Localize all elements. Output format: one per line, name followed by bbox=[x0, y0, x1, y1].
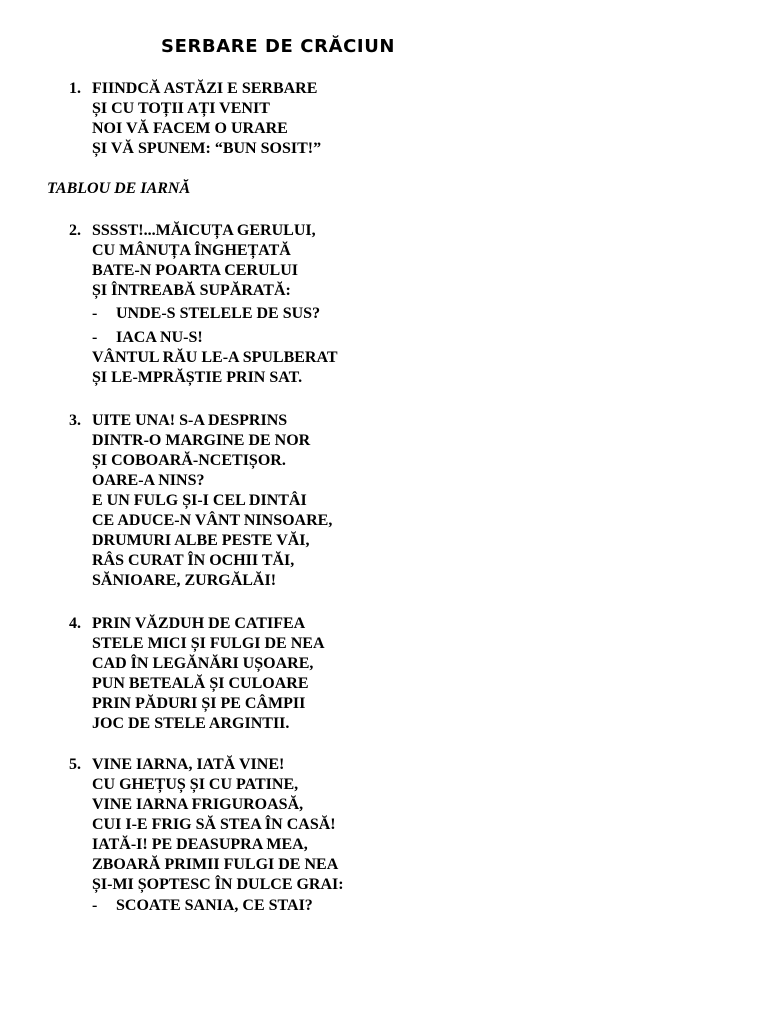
verse-line-text: PRIN PĂDURI ȘI PE CÂMPII bbox=[92, 695, 306, 712]
verse-line-text: VINE IARNA FRIGUROASĂ, bbox=[92, 796, 304, 813]
verse-number: 4. bbox=[69, 615, 81, 632]
verse-line bbox=[69, 755, 344, 775]
verse-line bbox=[92, 694, 325, 714]
verse-line bbox=[92, 281, 338, 301]
dialogue-line bbox=[92, 896, 344, 916]
verse-line bbox=[92, 241, 338, 261]
dialogue-dash: - bbox=[92, 329, 98, 346]
verse-1 bbox=[69, 79, 322, 159]
verse-line bbox=[92, 795, 344, 815]
verse-line-text: UITE UNA! S-A DESPRINS bbox=[92, 412, 288, 429]
verse-line-text: ZBOARĂ PRIMII FULGI DE NEA bbox=[92, 856, 339, 873]
verse-line bbox=[92, 139, 321, 159]
verse-line-text: PRIN VĂZDUH DE CATIFEA bbox=[92, 615, 306, 632]
verse-line bbox=[92, 451, 332, 471]
verse-line bbox=[92, 119, 321, 139]
verse-line-text: ȘI CU TOȚII AȚI VENIT bbox=[92, 100, 270, 117]
verse-number: 5. bbox=[69, 756, 81, 773]
verse-line bbox=[69, 79, 321, 99]
verse-line bbox=[92, 714, 325, 734]
dialogue-text: SCOATE SANIA, CE STAI? bbox=[116, 897, 313, 914]
verse-line-text: CAD ÎN LEGĂNĂRI UȘOARE, bbox=[92, 655, 314, 672]
verse-line bbox=[92, 368, 338, 388]
verse-line bbox=[92, 775, 344, 795]
verse-number: 2. bbox=[69, 222, 81, 239]
dialogue-line bbox=[92, 304, 338, 324]
verse-line-text: E UN FULG ȘI-I CEL DINTÂI bbox=[92, 492, 307, 509]
verse-line bbox=[92, 551, 332, 571]
verse-line bbox=[92, 531, 332, 551]
verse-line-text: CUI I-E FRIG SĂ STEA ÎN CASĂ! bbox=[92, 816, 336, 833]
verse-line-text: PUN BETEALĂ ȘI CULOARE bbox=[92, 675, 309, 692]
verse-line-text: JOC DE STELE ARGINTII. bbox=[92, 715, 290, 732]
verse-3 bbox=[69, 411, 333, 591]
section-heading: TABLOU DE IARNĂ bbox=[47, 180, 191, 197]
verse-line bbox=[69, 614, 325, 634]
verse-line-text: IATĂ-I! PE DEASUPRA MEA, bbox=[92, 836, 308, 853]
verse-number: 3. bbox=[69, 412, 81, 429]
verse-line-text: ȘI VĂ SPUNEM: “BUN SOSIT!” bbox=[92, 140, 322, 157]
verse-line bbox=[69, 221, 338, 241]
verse-line bbox=[92, 571, 332, 591]
verse-line-text: CU GHEȚUȘ ȘI CU PATINE, bbox=[92, 776, 299, 793]
verse-line-text: NOI VĂ FACEM O URARE bbox=[92, 120, 288, 137]
verse-line bbox=[92, 875, 344, 895]
verse-line bbox=[92, 348, 338, 368]
verse-line-text: BATE-N POARTA CERULUI bbox=[92, 262, 298, 279]
verse-line-text: DINTR-O MARGINE DE NOR bbox=[92, 432, 311, 449]
verse-2 bbox=[69, 221, 338, 388]
verse-line bbox=[92, 99, 321, 119]
verse-line-text: FIINDCĂ ASTĂZI E SERBARE bbox=[92, 80, 318, 97]
verse-line bbox=[92, 491, 332, 511]
verse-line bbox=[69, 411, 332, 431]
verse-line-text: RÂS CURAT ÎN OCHII TĂI, bbox=[92, 552, 295, 569]
verse-line bbox=[92, 855, 344, 875]
verse-line bbox=[92, 654, 325, 674]
dialogue-line bbox=[92, 328, 338, 348]
verse-line-text: OARE-A NINS? bbox=[92, 472, 205, 489]
dialogue-dash: - bbox=[92, 305, 98, 322]
dialogue-dash: - bbox=[92, 897, 98, 914]
verse-line bbox=[92, 835, 344, 855]
verse-line-text: ȘI-MI ȘOPTESC ÎN DULCE GRAI: bbox=[92, 876, 344, 893]
dialogue-text: UNDE-S STELELE DE SUS? bbox=[116, 305, 321, 322]
verse-line-text: ȘI LE-MPRĂȘTIE PRIN SAT. bbox=[92, 369, 303, 386]
verse-line-text: CU MÂNUȚA ÎNGHEȚATĂ bbox=[92, 242, 291, 259]
verse-4 bbox=[69, 614, 325, 734]
verse-line bbox=[92, 511, 332, 531]
verse-line bbox=[92, 674, 325, 694]
verse-line bbox=[92, 634, 325, 654]
verse-line bbox=[92, 815, 344, 835]
verse-line-text: VINE IARNA, IATĂ VINE! bbox=[92, 756, 285, 773]
verse-number: 1. bbox=[69, 80, 81, 97]
verse-line bbox=[92, 431, 332, 451]
page-title: SERBARE DE CRĂCIUN bbox=[161, 36, 396, 57]
verse-line-text: CE ADUCE-N VÂNT NINSOARE, bbox=[92, 512, 333, 529]
verse-line-text: STELE MICI ȘI FULGI DE NEA bbox=[92, 635, 325, 652]
verse-line-text: SSSST!...MĂICUȚA GERULUI, bbox=[92, 222, 316, 239]
verse-line-text: VÂNTUL RĂU LE-A SPULBERAT bbox=[92, 349, 338, 366]
verse-line bbox=[92, 471, 332, 491]
verse-line-text: ȘI COBOARĂ-NCETIȘOR. bbox=[92, 452, 286, 469]
verse-line-text: ȘI ÎNTREABĂ SUPĂRATĂ: bbox=[92, 282, 291, 299]
verse-line-text: SĂNIOARE, ZURGĂLĂI! bbox=[92, 572, 277, 589]
dialogue-text: IACA NU-S! bbox=[116, 329, 203, 346]
verse-line-text: DRUMURI ALBE PESTE VĂI, bbox=[92, 532, 310, 549]
verse-line bbox=[92, 261, 338, 281]
verse-5 bbox=[69, 755, 344, 916]
